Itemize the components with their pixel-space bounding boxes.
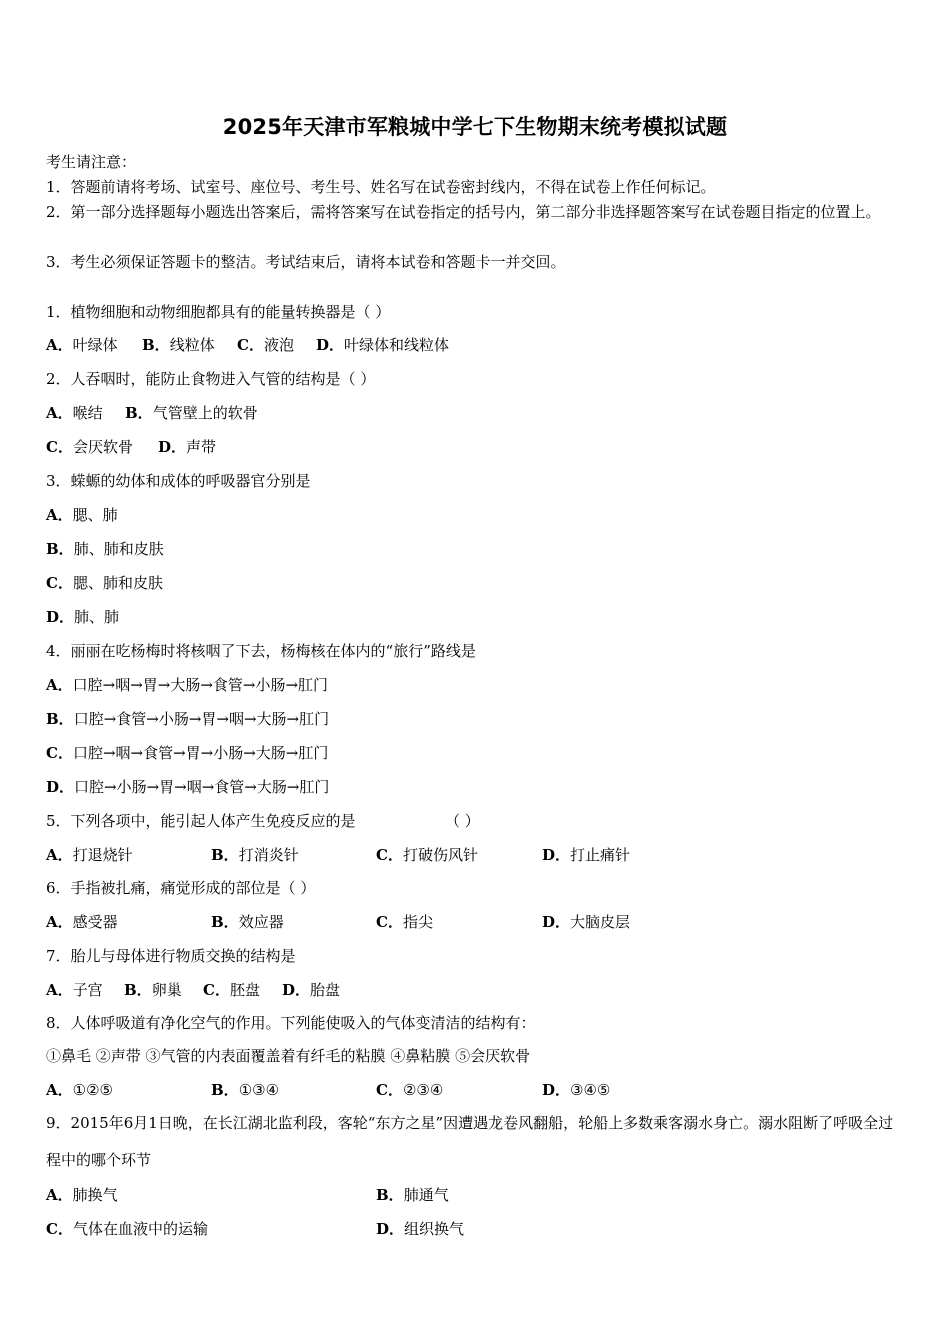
q5-option-a: A．打退烧针 bbox=[46, 846, 133, 864]
question-5-blank: （ ） bbox=[445, 812, 480, 830]
q8-option-b: B．①③④ bbox=[211, 1081, 280, 1099]
q4-option-a: A．口腔→咽→胃→大肠→食管→小肠→肛门 bbox=[46, 676, 329, 694]
question-8-items: ①鼻毛 ②声带 ③气管的内表面覆盖着有纤毛的粘膜 ④鼻粘膜 ⑤会厌软骨 bbox=[46, 1047, 531, 1065]
q5-option-d: D．打止痛针 bbox=[542, 846, 631, 864]
q2-option-c: C．会厌软骨 bbox=[46, 438, 133, 456]
q3-option-c: C．腮、肺和皮肤 bbox=[46, 574, 163, 592]
question-5-stem: 5．下列各项中，能引起人体产生免疫反应的是 bbox=[46, 812, 356, 830]
q1-option-a: A．叶绿体 bbox=[46, 336, 118, 354]
q2-option-a: A．喉结 bbox=[46, 404, 103, 422]
q8-option-c: C．②③④ bbox=[376, 1081, 444, 1099]
q3-option-d: D．肺、肺 bbox=[46, 608, 120, 626]
q9-option-c: C．气体在血液中的运输 bbox=[46, 1220, 208, 1238]
q3-option-a: A．腮、肺 bbox=[46, 506, 118, 524]
q1-option-d: D．叶绿体和线粒体 bbox=[316, 336, 450, 354]
question-3-stem: 3．蝾螈的幼体和成体的呼吸器官分别是 bbox=[46, 472, 311, 490]
notice-item-3: 3．考生必须保证答题卡的整洁。考试结束后，请将本试卷和答题卡一并交回。 bbox=[46, 253, 566, 271]
q4-option-d: D．口腔→小肠→胃→咽→食管→大肠→肛门 bbox=[46, 778, 330, 796]
notice-item-2: 2．第一部分选择题每小题选出答案后，需将答案写在试卷指定的括号内，第二部分非选择题答案写在试卷题目指定的位置上。 bbox=[46, 203, 881, 221]
q6-option-c: C．指尖 bbox=[376, 913, 433, 931]
q7-option-c: C．胚盘 bbox=[203, 981, 260, 999]
q4-option-c: C．口腔→咽→食管→胃→小肠→大肠→肛门 bbox=[46, 744, 329, 762]
q5-option-b: B．打消炎针 bbox=[211, 846, 299, 864]
question-2-stem: 2．人吞咽时，能防止食物进入气管的结构是（ ） bbox=[46, 370, 376, 388]
page-title: 2025年天津市军粮城中学七下生物期末统考模拟试题 bbox=[222, 115, 728, 139]
question-1-stem: 1．植物细胞和动物细胞都具有的能量转换器是（ ） bbox=[46, 303, 391, 321]
q6-option-a: A．感受器 bbox=[46, 913, 118, 931]
q4-option-b: B．口腔→食管→小肠→胃→咽→大肠→肛门 bbox=[46, 710, 330, 728]
q6-option-b: B．效应器 bbox=[211, 913, 284, 931]
question-9-stem: 9．2015年6月1日晚，在长江湖北监利段，客轮“东方之星”因遭遇龙卷风翻船，轮船上多数乘客溺水身亡。溺水阻断了呼吸全过程中的哪个环节 bbox=[46, 1114, 894, 1169]
q2-option-b: B．气管壁上的软骨 bbox=[125, 404, 258, 422]
q2-option-d: D．声带 bbox=[158, 438, 217, 456]
q7-option-a: A．子宫 bbox=[46, 981, 103, 999]
question-8-stem: 8．人体呼吸道有净化空气的作用。下列能使吸入的气体变清洁的结构有： bbox=[46, 1014, 536, 1032]
question-7-stem: 7．胎儿与母体进行物质交换的结构是 bbox=[46, 947, 296, 965]
q9-option-a: A．肺换气 bbox=[46, 1186, 118, 1204]
q9-option-d: D．组织换气 bbox=[376, 1220, 465, 1238]
question-4-stem: 4．丽丽在吃杨梅时将核咽了下去，杨梅核在体内的“旅行”路线是 bbox=[46, 642, 476, 660]
q3-option-b: B．肺、肺和皮肤 bbox=[46, 540, 164, 558]
q8-option-a: A．①②⑤ bbox=[46, 1081, 113, 1099]
q7-option-d: D．胎盘 bbox=[282, 981, 341, 999]
q7-option-b: B．卵巢 bbox=[124, 981, 182, 999]
q8-option-d: D．③④⑤ bbox=[542, 1081, 611, 1099]
q5-option-c: C．打破伤风针 bbox=[376, 846, 478, 864]
q1-option-c: C．液泡 bbox=[237, 336, 294, 354]
q9-option-b: B．肺通气 bbox=[376, 1186, 449, 1204]
question-6-stem: 6．手指被扎痛，痛觉形成的部位是（ ） bbox=[46, 879, 316, 897]
q1-option-b: B．线粒体 bbox=[142, 336, 215, 354]
notice-heading: 考生请注意： bbox=[46, 153, 137, 171]
notice-item-1: 1．答题前请将考场、试室号、座位号、考生号、姓名写在试卷密封线内，不得在试卷上作任何标记。 bbox=[46, 178, 716, 196]
q6-option-d: D．大脑皮层 bbox=[542, 913, 631, 931]
